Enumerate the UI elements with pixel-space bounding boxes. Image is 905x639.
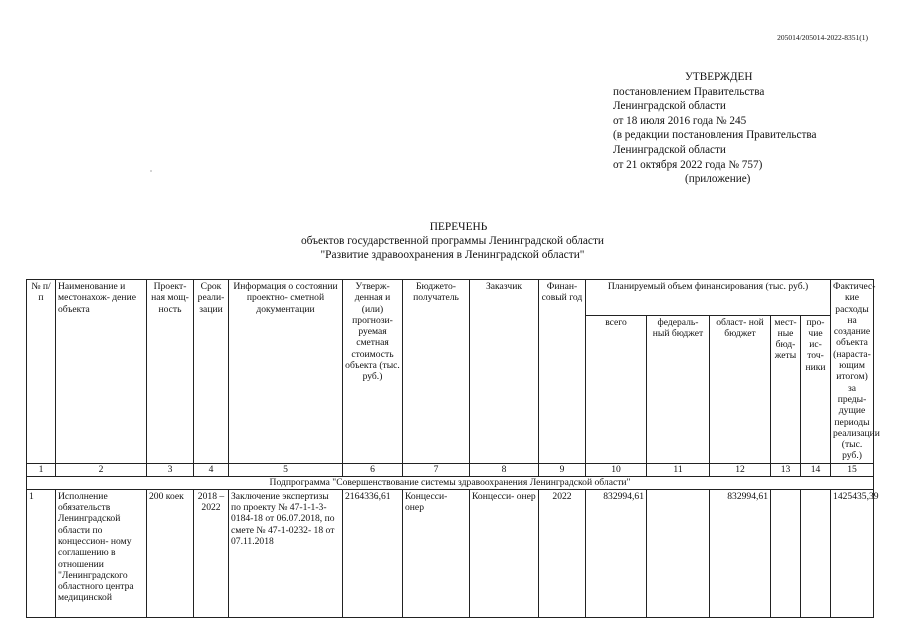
- column-number: 5: [229, 463, 343, 476]
- header-other: про- чие ис- точ- ники: [801, 315, 831, 463]
- column-number: 3: [147, 463, 194, 476]
- title-heading: ПЕРЕЧЕНЬ: [429, 221, 488, 233]
- approval-line: (в редакции постановления Правительства: [613, 129, 817, 142]
- approval-line: (приложение): [685, 173, 751, 186]
- column-number: 2: [56, 463, 147, 476]
- cell-recipient: Концесси- онер: [403, 489, 470, 617]
- column-number: 6: [343, 463, 403, 476]
- approval-line: Ленинградской области: [613, 143, 726, 156]
- cell-local: [771, 489, 801, 617]
- cell-other: [801, 489, 831, 617]
- table-header-row: [27, 280, 874, 316]
- header-year: Финан- совый год: [539, 280, 586, 464]
- cell-capacity: 200 коек: [147, 489, 194, 617]
- cell-total: 832994,61: [586, 489, 647, 617]
- cell-regional: 832994,61: [710, 489, 771, 617]
- approval-line: от 18 июля 2016 года № 245: [613, 114, 747, 127]
- column-number-row: [27, 463, 874, 476]
- title-line: "Развитие здравоохранения в Ленинградской области": [320, 249, 585, 262]
- subprogram-title: Подпрограмма "Совершенствование системы здравоохранения Ленинградской области": [27, 476, 874, 489]
- subprogram-row: [27, 476, 874, 489]
- approval-line: Ленинградской области: [613, 100, 726, 113]
- header-customer: Заказчик: [470, 280, 539, 464]
- cell-docs: Заключение экспертизы по проекту № 47-1-1-3- 0184-18 от 06.07.2018, по смете № 47-1-0232- 18 от 07.11.2018: [229, 489, 343, 617]
- header-regional: област- ной бюджет: [710, 315, 771, 463]
- cell-customer: Концесси- онер: [470, 489, 539, 617]
- approval-heading: УТВЕРЖДЕН: [685, 71, 753, 83]
- approval-line: от 21 октября 2022 года № 757): [613, 158, 763, 171]
- table-row: [27, 489, 874, 617]
- header-total: всего: [586, 315, 647, 463]
- title-line: объектов государственной программы Ленинградской области: [300, 235, 605, 248]
- header-docs: Информация о состоянии проектно- сметной документации: [229, 280, 343, 464]
- cell-actual: 1425435,39: [831, 489, 874, 617]
- column-number: 8: [470, 463, 539, 476]
- column-number: 14: [801, 463, 831, 476]
- cell-year: 2022: [539, 489, 586, 617]
- column-number: 4: [194, 463, 229, 476]
- column-number: 13: [771, 463, 801, 476]
- column-number: 12: [710, 463, 771, 476]
- header-name: Наименование и местонахож- дение объекта: [56, 280, 147, 464]
- cell-num: 1: [27, 489, 56, 617]
- scan-speck: [150, 170, 152, 172]
- header-planned: Планируемый объем финансирования (тыс. руб.): [586, 280, 831, 316]
- header-recipient: Бюджето- получатель: [403, 280, 470, 464]
- column-number: 15: [831, 463, 874, 476]
- column-number: 10: [586, 463, 647, 476]
- column-number: 7: [403, 463, 470, 476]
- header-federal: федераль- ный бюджет: [647, 315, 710, 463]
- document-id: 205014/205014-2022-8351(1): [777, 33, 868, 42]
- header-capacity: Проект- ная мощ- ность: [147, 280, 194, 464]
- header-cost: Утверж- денная и (или) прогнози- руемая сметная стоимость объекта (тыс. руб.): [343, 280, 403, 464]
- document-title: [0, 220, 905, 263]
- column-number: 11: [647, 463, 710, 476]
- cell-name: Исполнение обязательств Ленинградской области по концессион- ному соглашению в отношении "Ленинградского областного центра медицинской: [56, 489, 147, 617]
- column-number: 1: [27, 463, 56, 476]
- header-actual: Фактичес- кие расходы на создание объекта (нараста- ющим итогом) за преды- дущие периоды реализации (тыс. руб.): [831, 280, 874, 464]
- cell-federal: [647, 489, 710, 617]
- header-num: № п/п: [27, 280, 56, 464]
- column-number: 9: [539, 463, 586, 476]
- cell-cost: 2164336,61: [343, 489, 403, 617]
- cell-period: 2018 – 2022: [194, 489, 229, 617]
- objects-table: [26, 279, 880, 618]
- header-local: мест- ные бюд- жеты: [771, 315, 801, 463]
- approval-line: постановлением Правительства: [613, 85, 765, 98]
- header-period: Срок реали- зации: [194, 280, 229, 464]
- approval-block: [613, 70, 816, 187]
